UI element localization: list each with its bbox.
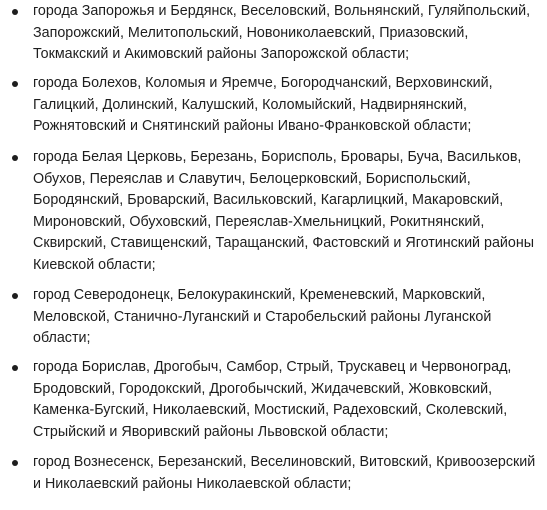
list-item-text: города Болехов, Коломыя и Яремче, Богородчанский, Верховинский, Галицкий, Долинский, Калушский, Коломыйский, Надвирнянский, Рожнятовский и Снятинский районы Ивано-Франковской области; [33,75,493,134]
bullet-icon [12,460,18,466]
list-item-text: города Запорожья и Бердянск, Веселовский, Вольнянский, Гуляйпольский, Запорожский, Мелитопольский, Новониколаевский, Приазовский, Токмакский и Акимовский районы Запорожской области; [33,3,531,62]
list-item-text: город Вознесенск, Березанский, Веселиновский, Витовский, Кривоозерский и Николаевский районы Николаевской области; [33,454,536,492]
bullet-icon [12,293,18,299]
bullet-icon [12,155,18,161]
bullet-icon [12,365,18,371]
list-item-text: город Северодонецк, Белокуракинский, Кременевский, Марковский, Меловской, Станично-Луганский и Старобельский районы Луганской области; [33,287,492,346]
bullet-icon [12,9,18,15]
list-item-text: города Борислав, Дрогобыч, Самбор, Стрый, Трускавец и Червоноград, Бродовский, Городокский, Дрогобычский, Жидачевский, Жовковский, Каменка-Бугский, Николаевский, Мостиский, Радеховский, Сколевский, Стрыйский и Яворивский районы Львовской области; [33,359,512,440]
bullet-icon [12,81,18,87]
list-item-text: города Белая Церковь, Березань, Борисполь, Бровары, Буча, Васильков, Обухов, Переяслав и Славутич, Белоцерковский, Бориспольский, Бородянский, Броварский, Васильковский, Кагарлицкий, Макаровский, Мироновский, Обуховский, Переяслав-Хмельницкий, Рокитнянский, Сквирский, Ставищенский, Таращанский, Фастовский и Яготинский районы Киевской области; [33,149,535,273]
